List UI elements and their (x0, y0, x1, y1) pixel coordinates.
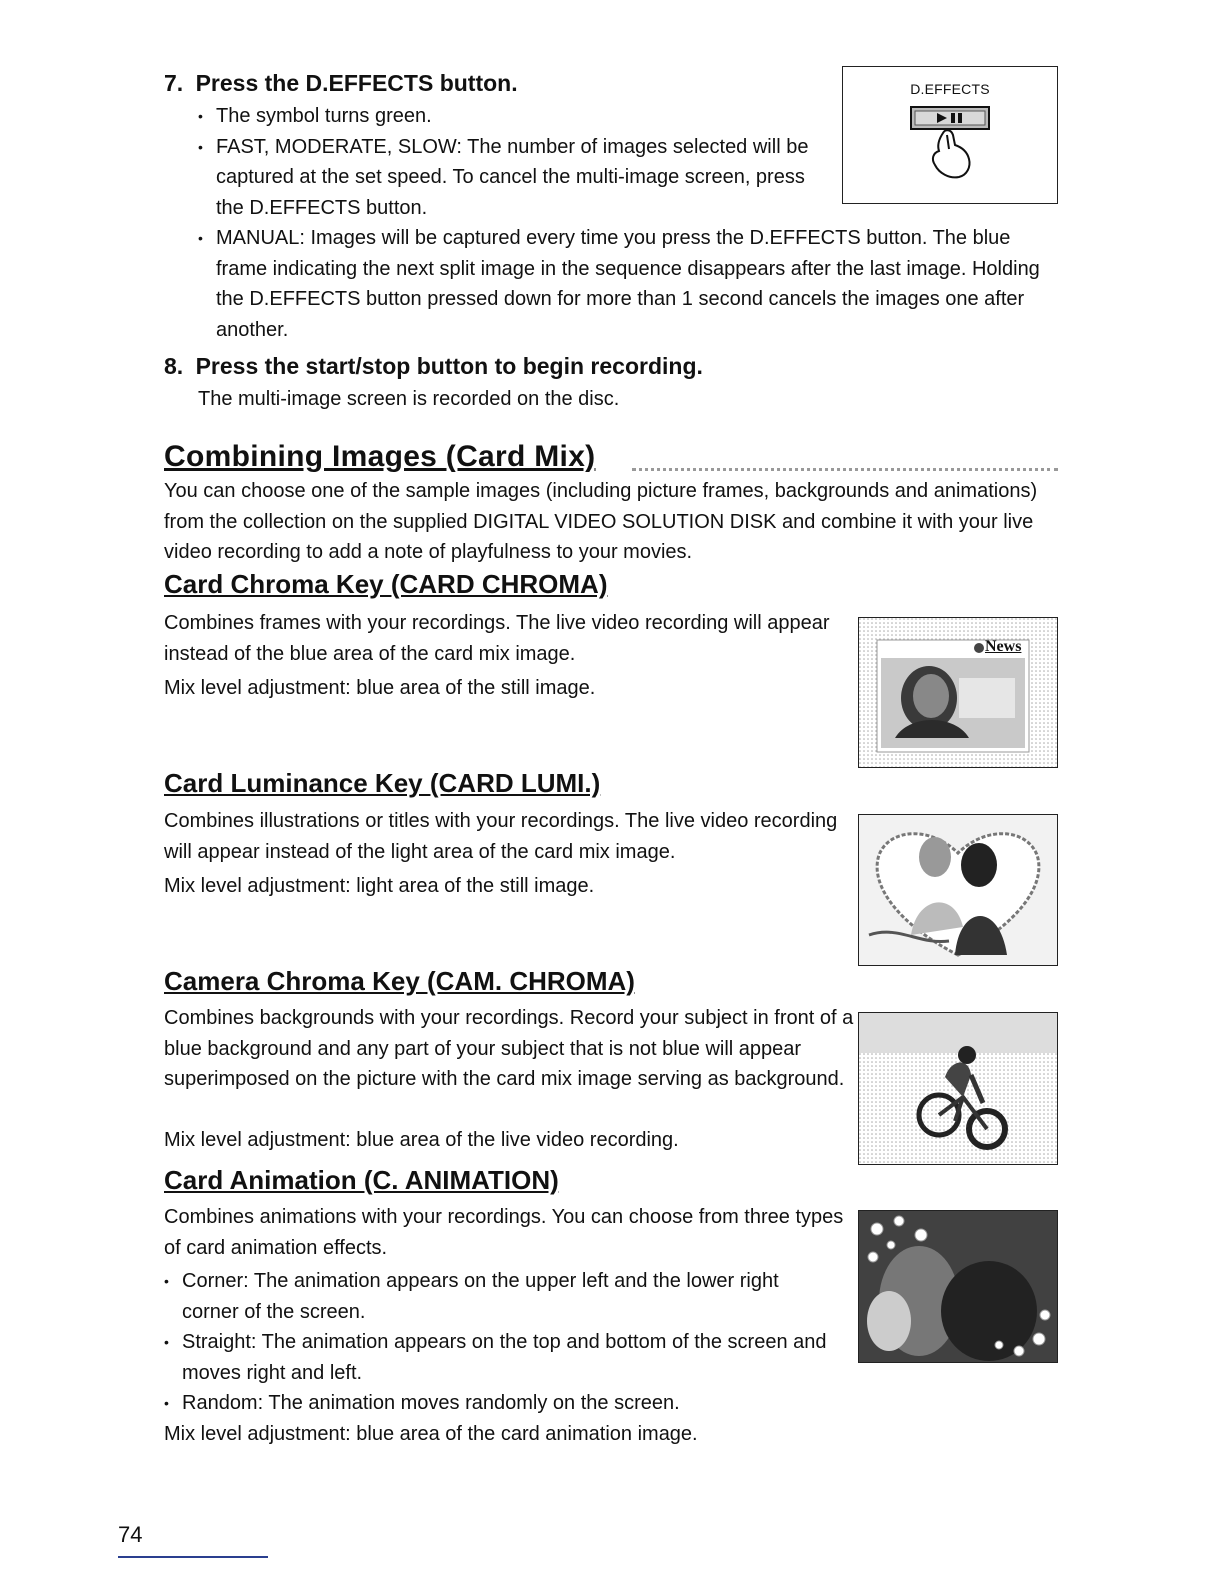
news-frame-picture (859, 618, 1057, 767)
cam-chroma-heading: Camera Chroma Key (CAM. CHROMA) (164, 966, 635, 996)
cam-chroma-mix-level: Mix level adjustment: blue area of the live video recording. (164, 1129, 679, 1151)
step-7-heading (164, 70, 518, 97)
step-8-heading (164, 353, 703, 380)
step-7-bullet: • MANUAL: Images will be captured every time you press the D.EFFECTS button. The blue frame indicating the next split image in the sequence disappears after the last image. Holding the D.EFFECTS button pressed down for more than 1 second cancels the images one after another. (198, 223, 1056, 345)
page-number: 74 (118, 1522, 143, 1547)
card-lumi-description: Combines illustrations or titles with your recordings. The live video recording will appear instead of the light area of the card mix image. (164, 810, 838, 863)
card-chroma-sample-image (858, 617, 1058, 768)
card-animation-description: Combines animations with your recordings. You can choose from three types of card animation effects. (164, 1206, 844, 1259)
step-title: Press the D.EFFECTS button. (195, 70, 518, 96)
step-7-bullet: • FAST, MODERATE, SLOW: The number of images selected will be captured at the set speed. To cancel the multi-image screen, press the D.EFFECTS button. (198, 132, 826, 224)
step-number: 7. (164, 70, 184, 96)
heart-frame-couple-picture (859, 815, 1057, 965)
section-intro: You can choose one of the sample images (including picture frames, backgrounds and animations) from the collection on the supplied DIGITAL VIDEO SOLUTION DISK and combine it with your live video recording to add a note of playfulness to your movies. (164, 480, 1038, 563)
section-title-rule (632, 468, 1058, 471)
step-7-bullet-list (198, 101, 1040, 345)
card-animation-bullet-list (164, 1266, 834, 1419)
card-chroma-heading: Card Chroma Key (CARD CHROMA) (164, 569, 608, 599)
card-animation-bullet: • Straight: The animation appears on the top and bottom of the screen and moves right and left. (164, 1327, 834, 1388)
d-effects-button-icon (903, 105, 1003, 195)
d-effects-illustration (842, 66, 1058, 204)
step-8-text: The multi-image screen is recorded on the disc. (198, 388, 620, 410)
card-animation-sample-image (858, 1210, 1058, 1363)
card-animation-bullet: • Corner: The animation appears on the upper left and the lower right corner of the screen. (164, 1266, 834, 1327)
card-lumi-mix-level: Mix level adjustment: light area of the still image. (164, 875, 595, 897)
bmx-rider-picture (859, 1013, 1057, 1164)
flower-animation-picture (859, 1211, 1057, 1362)
card-chroma-description: Combines frames with your recordings. The live video recording will appear instead of the blue area of the card mix image. (164, 612, 830, 665)
card-animation-heading: Card Animation (C. ANIMATION) (164, 1165, 559, 1195)
d-effects-label: D.EFFECTS (910, 81, 990, 97)
section-title: Combining Images (Card Mix) (164, 440, 596, 473)
cam-chroma-sample-image (858, 1012, 1058, 1165)
news-label: News (985, 638, 1022, 655)
cam-chroma-description: Combines backgrounds with your recordings. Record your subject in front of a blue background and any part of your subject that is not blue will appear superimposed on the picture with the card mix image serving as background. (164, 1007, 854, 1090)
page-number-rule (118, 1556, 268, 1558)
card-lumi-sample-image (858, 814, 1058, 966)
step-number: 8. (164, 353, 184, 379)
card-chroma-mix-level: Mix level adjustment: blue area of the still image. (164, 677, 596, 699)
card-animation-bullet: • Random: The animation moves randomly on the screen. (164, 1388, 834, 1419)
step-7-bullet: • The symbol turns green. (198, 101, 838, 132)
step-title: Press the start/stop button to begin recording. (195, 353, 703, 379)
card-animation-mix-level: Mix level adjustment: blue area of the card animation image. (164, 1423, 698, 1445)
card-lumi-heading: Card Luminance Key (CARD LUMI.) (164, 768, 601, 798)
